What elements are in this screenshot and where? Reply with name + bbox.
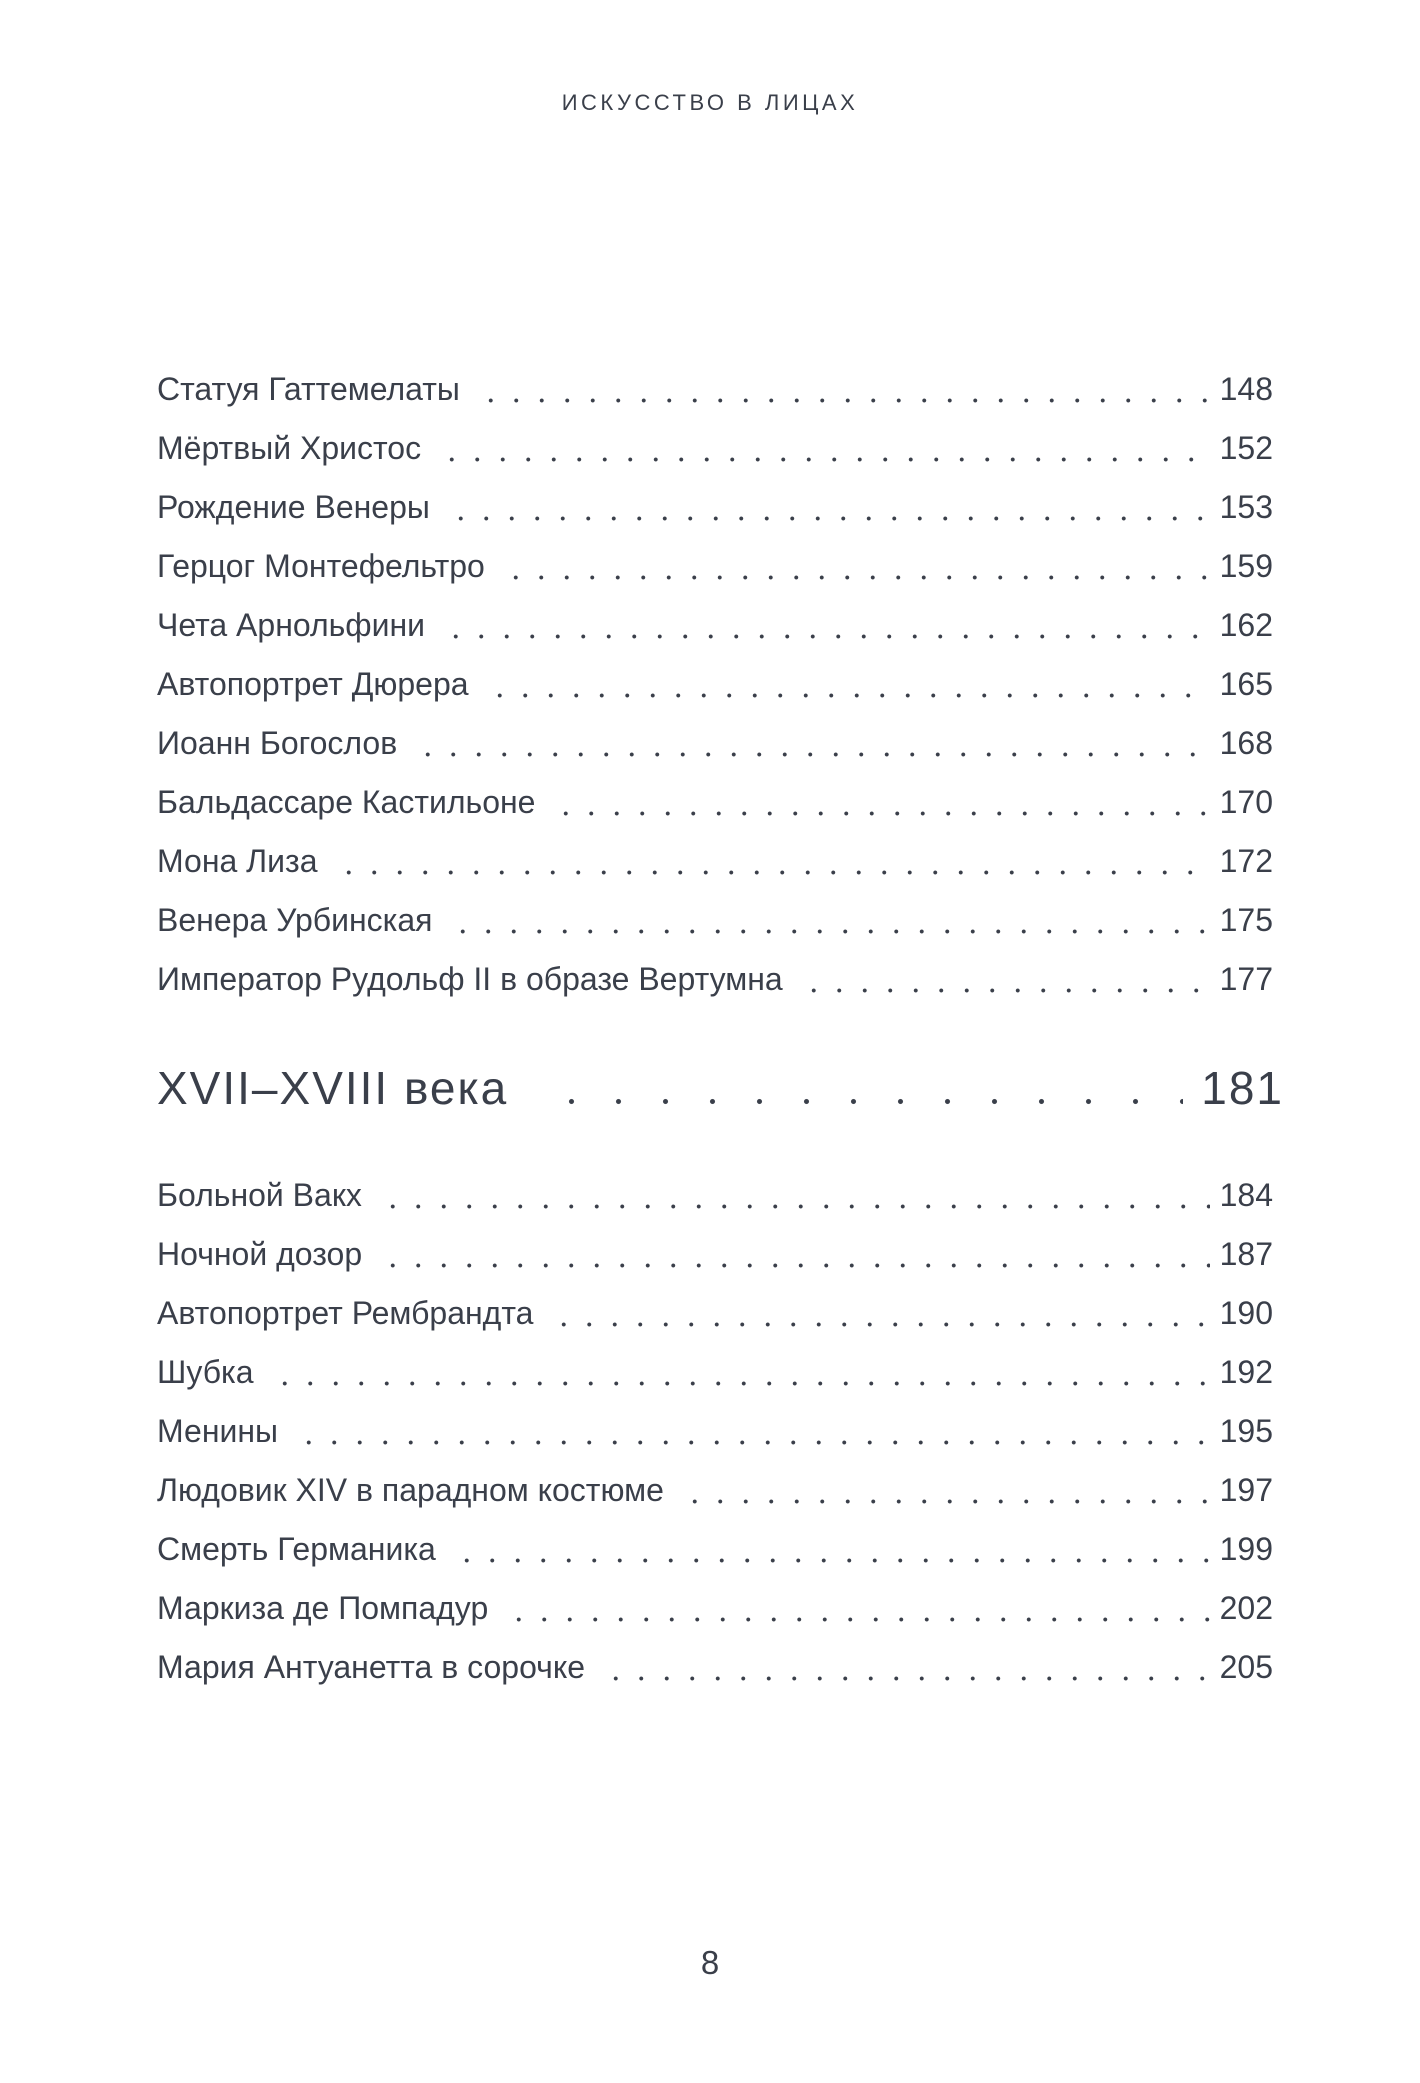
toc-entry-page: 153: [1219, 489, 1273, 525]
dot-leader: [266, 1343, 1210, 1402]
toc-entry-title: Статуя Гаттемелаты: [157, 371, 460, 407]
section-heading: [157, 1052, 1284, 1124]
toc-entry-title: Ночной дозор: [157, 1236, 363, 1272]
dot-leader: [448, 1520, 1210, 1579]
toc-entry-page: 197: [1219, 1472, 1273, 1508]
toc-entry-page: 202: [1219, 1590, 1273, 1626]
toc-entry: [157, 1579, 1273, 1638]
toc-entry: [157, 1402, 1273, 1461]
toc-entry-page: 159: [1219, 548, 1273, 584]
toc-entry-title: Чета Арнольфини: [157, 607, 426, 643]
toc-entry-title: Автопортрет Рембрандта: [157, 1295, 534, 1331]
toc-entry-title: Больной Вакх: [157, 1177, 362, 1213]
toc-entry-title: Венера Урбинская: [157, 902, 433, 938]
toc-entry-page: 152: [1219, 430, 1273, 466]
toc-entry-title: Герцог Монтефельтро: [157, 548, 485, 584]
toc-entry-title: Рождение Венеры: [157, 489, 430, 525]
dot-leader: [547, 773, 1209, 832]
toc-entry-page: 187: [1219, 1236, 1273, 1272]
toc-entry: [157, 1638, 1273, 1697]
toc-entry: [157, 1225, 1273, 1284]
toc-entry-page: 177: [1219, 961, 1273, 997]
toc-entry: [157, 360, 1273, 419]
toc-entry-page: 195: [1219, 1413, 1273, 1449]
toc-entry: [157, 655, 1273, 714]
toc-entry-page: 190: [1219, 1295, 1273, 1331]
dot-leader: [330, 832, 1210, 891]
toc-entry: [157, 1343, 1273, 1402]
toc-entry-page: 162: [1219, 607, 1273, 643]
dot-leader: [497, 537, 1210, 596]
toc-entry-page: 172: [1219, 843, 1273, 879]
toc-entry: [157, 891, 1273, 950]
toc-entry-title: Мона Лиза: [157, 843, 318, 879]
toc-entry-title: Маркиза де Помпадур: [157, 1590, 489, 1626]
dot-leader: [290, 1402, 1210, 1461]
dot-leader: [444, 891, 1209, 950]
toc-entry-page: 165: [1219, 666, 1273, 702]
toc-entry: [157, 1520, 1273, 1579]
toc-entry-title: Мёртвый Христос: [157, 430, 422, 466]
toc-entry-title: Людовик XIV в парадном костюме: [157, 1472, 664, 1508]
dot-leader: [433, 419, 1210, 478]
toc-entry-title: Автопортрет Дюрера: [157, 666, 469, 702]
toc-entry-page: 175: [1219, 902, 1273, 938]
dot-leader: [538, 1052, 1183, 1124]
dot-leader: [676, 1461, 1210, 1520]
toc-entry-page: 148: [1219, 371, 1273, 407]
toc-section-17-18-centuries: [157, 1166, 1273, 1697]
page-number: 8: [700, 1944, 720, 1981]
toc-entry-page: 199: [1219, 1531, 1273, 1567]
toc-entry-page: 168: [1219, 725, 1273, 761]
toc-entry-page: 170: [1219, 784, 1273, 820]
dot-leader: [481, 655, 1210, 714]
toc-section-renaissance: [157, 360, 1273, 1009]
toc-entry: [157, 950, 1273, 1009]
toc-entry: [157, 419, 1273, 478]
dot-leader: [545, 1284, 1209, 1343]
toc-entry: [157, 596, 1273, 655]
toc-entry: [157, 714, 1273, 773]
dot-leader: [374, 1166, 1210, 1225]
section-heading-page: 181: [1201, 1062, 1284, 1114]
dot-leader: [409, 714, 1209, 773]
toc-entry-title: Иоанн Богослов: [157, 725, 398, 761]
toc-entry: [157, 832, 1273, 891]
toc-entry-title: Смерть Германика: [157, 1531, 436, 1567]
toc-entry-page: 205: [1219, 1649, 1273, 1685]
toc-entry-title: Император Рудольф II в образе Вертумна: [157, 961, 783, 997]
dot-leader: [374, 1225, 1209, 1284]
toc-entry-title: Менины: [157, 1413, 279, 1449]
toc-entry-page: 184: [1219, 1177, 1273, 1213]
dot-leader: [442, 478, 1210, 537]
toc-entry: [157, 773, 1273, 832]
toc-entry-title: Шубка: [157, 1354, 254, 1390]
running-head: ИСКУССТВО В ЛИЦАХ: [561, 90, 859, 115]
dot-leader: [795, 950, 1210, 1009]
toc-entry: [157, 478, 1273, 537]
toc-entry: [157, 537, 1273, 596]
toc-entry-title: Бальдассаре Кастильоне: [157, 784, 536, 820]
dot-leader: [500, 1579, 1209, 1638]
dot-leader: [437, 596, 1210, 655]
dot-leader: [597, 1638, 1210, 1697]
toc-entry-page: 192: [1219, 1354, 1273, 1390]
section-heading-title: XVII–XVIII века: [157, 1062, 509, 1114]
toc-entry: [157, 1284, 1273, 1343]
toc-entry: [157, 1461, 1273, 1520]
toc-entry-title: Мария Антуанетта в сорочке: [157, 1649, 585, 1685]
dot-leader: [472, 360, 1210, 419]
toc-entry: [157, 1166, 1273, 1225]
